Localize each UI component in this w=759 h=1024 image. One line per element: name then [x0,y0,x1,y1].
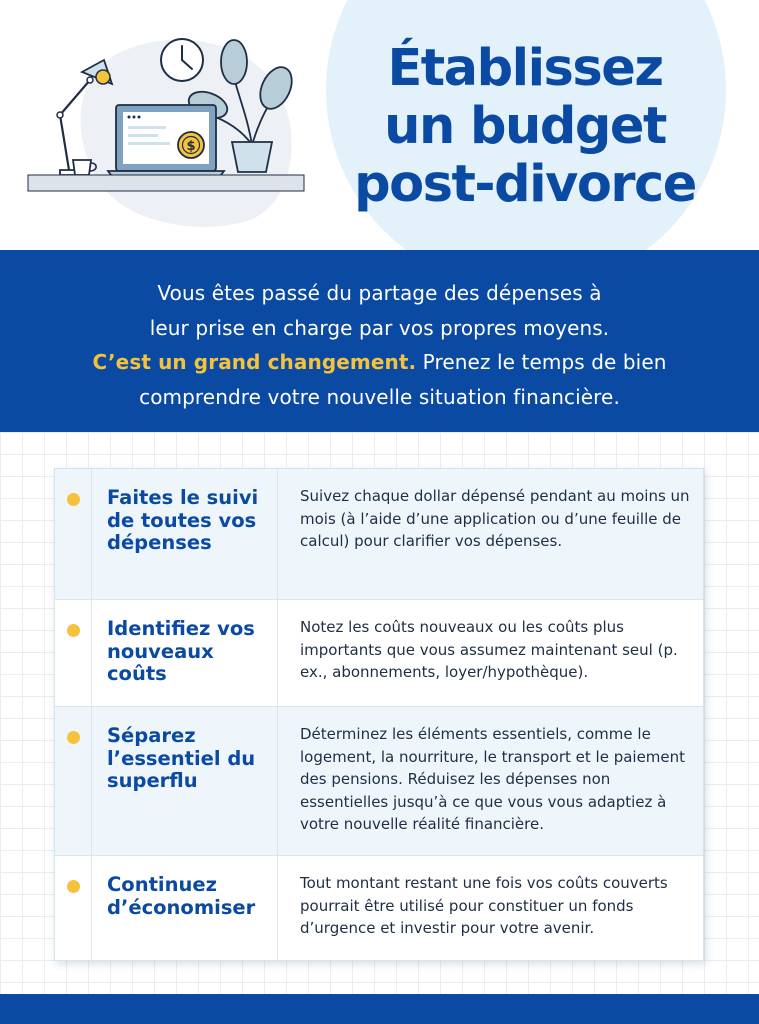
title-line-3: post-divorce [354,155,696,214]
bullet-cell [55,856,92,960]
desk-illustration [20,20,320,240]
footer-bar [0,994,759,1024]
step-row [55,469,703,600]
step-row [55,707,703,856]
intro-banner [0,250,759,432]
svg-text:$: $ [186,139,196,154]
steps-section [0,432,759,994]
bullet-icon [67,731,80,744]
step-row [55,856,703,960]
step-heading: Identifiez vos nouveaux coûts [92,600,278,706]
step-heading: Séparez l’essentiel du superflu [92,707,278,855]
step-heading: Continuez d’économiser [92,856,278,960]
title-line-1: Établissez [387,39,663,98]
step-description: Tout montant restant une fois vos coûts couverts pourrait être utilisé pour constituer un fonds d’urgence et investir pour votre avenir. [300,874,668,937]
bullet-cell [55,600,92,706]
steps-table [54,468,704,961]
bullet-icon [67,493,80,506]
intro-line-1: Vous êtes passé du partage des dépenses à [157,281,602,305]
intro-line-4: comprendre votre nouvelle situation financière. [139,384,620,409]
step-heading: Faites le suivi de toutes vos dépenses [92,469,278,599]
intro-highlight: C’est un grand changement. [92,350,417,374]
wall-clock-icon [161,39,203,81]
bullet-cell [55,469,92,599]
step-row [55,600,703,707]
page-title [340,40,710,214]
header [0,0,759,250]
laptop-icon [108,105,224,179]
step-description: Suivez chaque dollar dépensé pendant au moins un mois (à l’aide d’une application ou d’une feuille de calcul) pour clarifier vos dépenses. [300,487,690,550]
step-description: Déterminez les éléments essentiels, comme le logement, la nourriture, le transport et le paiement des pensions. Réduisez les dépenses non essentielles jusqu’à ce que vous vous adaptiez à votre nouvelle réalité financière. [300,725,686,833]
bullet-icon [67,880,80,893]
title-line-2: un budget [384,97,666,156]
dollar-coin-icon [178,132,204,158]
bullet-icon [67,624,80,637]
intro-line-3-rest: Prenez le temps de bien [416,350,667,374]
intro-line-2: leur prise en charge par vos propres moyens. [149,315,610,340]
step-description: Notez les coûts nouveaux ou les coûts plus importants que vous assumez maintenant seul (p. ex., abonnements, loyer/hypothèque). [300,618,678,681]
intro-line-3 [0,345,759,380]
bullet-cell [55,707,92,855]
